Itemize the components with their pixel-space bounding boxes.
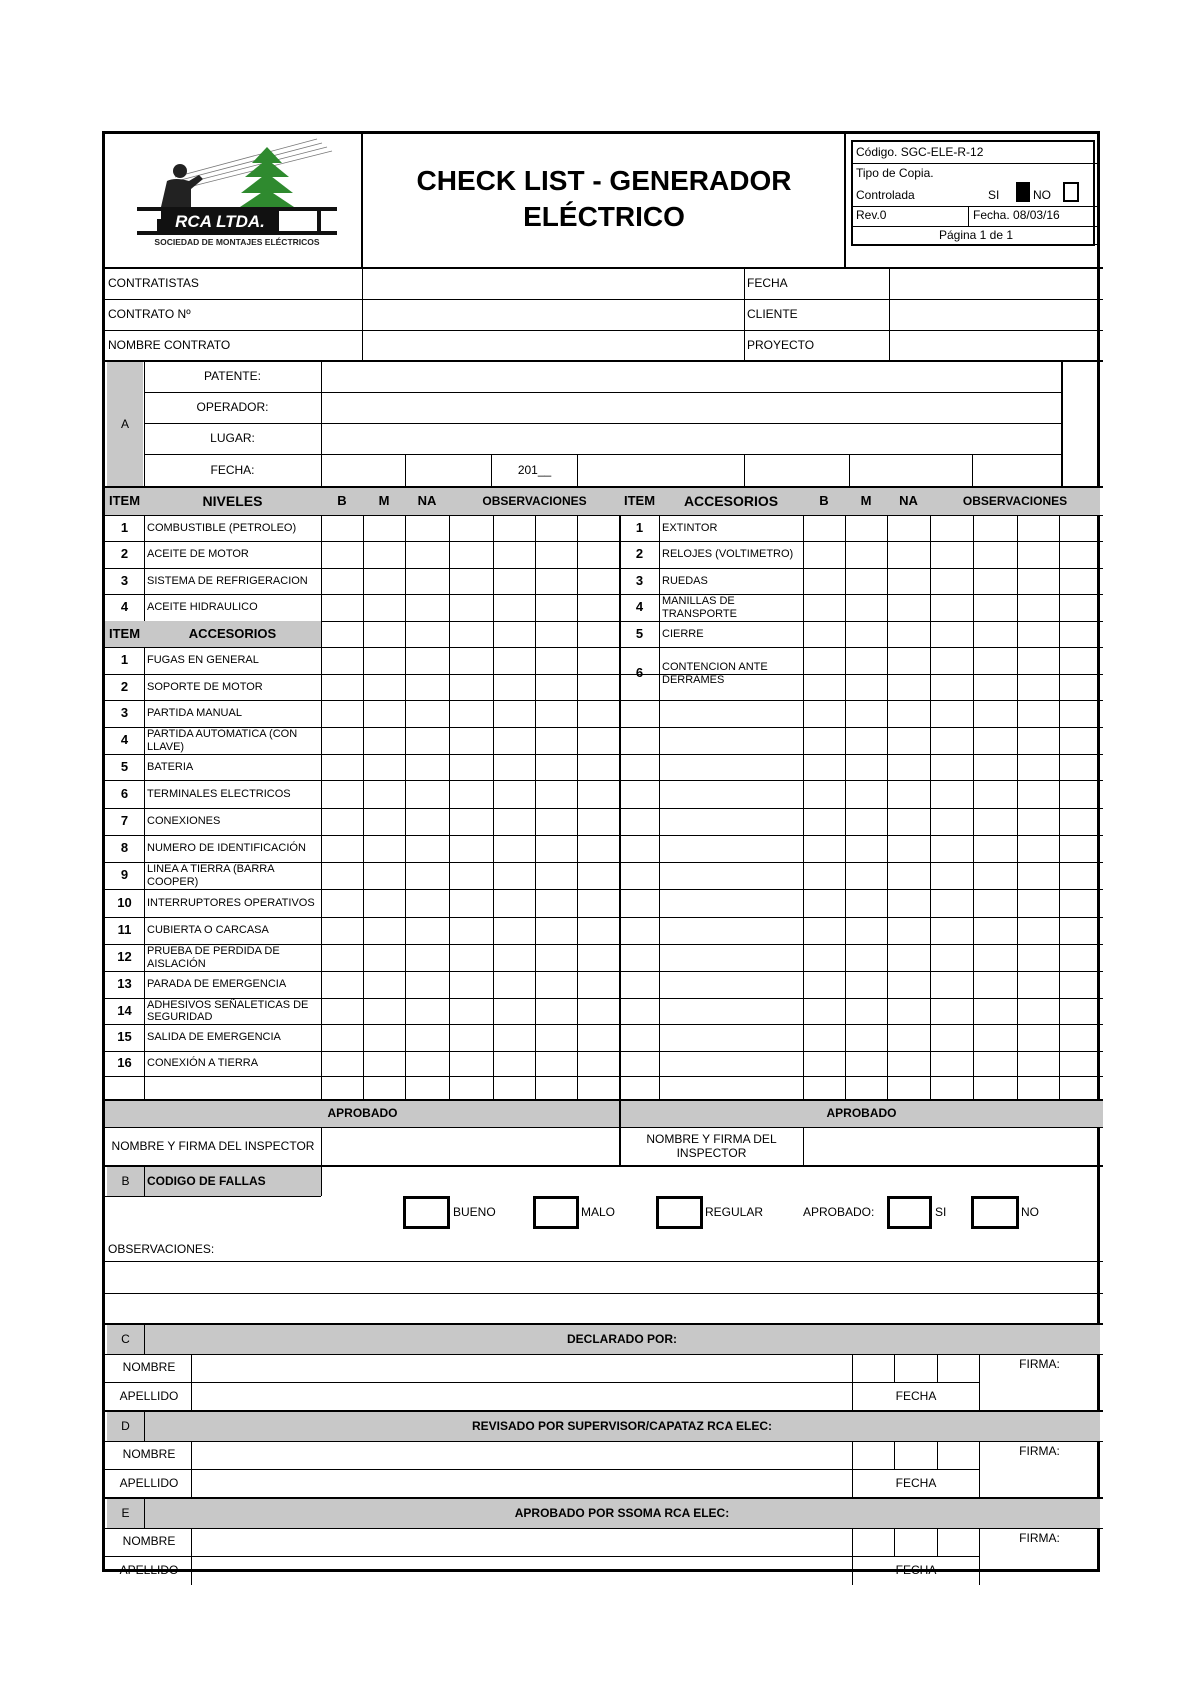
grid-line: [937, 1354, 938, 1382]
item-label: CUBIERTA O CARCASA: [147, 924, 269, 937]
item-label: FUGAS EN GENERAL: [147, 654, 259, 667]
section-a-letter: A: [107, 362, 143, 487]
item-number: 3: [120, 572, 129, 588]
item-label: PARTIDA MANUAL: [147, 707, 242, 720]
grid-line: [852, 244, 1100, 245]
signoff-c-title: DECLARADO POR:: [144, 1325, 1100, 1354]
apellido-label: APELLIDO: [119, 1562, 179, 1577]
fecha-label: FECHA: [747, 276, 788, 291]
item-number: 9: [120, 867, 129, 883]
fecha-signoff-label: FECHA: [895, 1475, 937, 1490]
aprobado-left-header: APROBADO: [105, 1101, 620, 1127]
company-tagline: SOCIEDAD DE MONTAJES ELÉCTRICOS: [154, 237, 320, 247]
cliente-field[interactable]: [890, 300, 1100, 330]
inspector-right-label: NOMBRE Y FIRMA DEL INSPECTOR: [646, 1131, 777, 1160]
item-number: 8: [120, 840, 129, 856]
accesorios-right-header: ACCESORIOS: [659, 488, 803, 515]
item-header: ITEM: [105, 621, 144, 647]
firma-field[interactable]: [980, 1461, 1100, 1498]
observaciones-header: OBSERVACIONES: [449, 488, 620, 515]
operador-label: OPERADOR:: [196, 400, 269, 415]
niveles-header: NIVELES: [144, 488, 321, 515]
form-title-line2: ELÉCTRICO: [523, 200, 685, 232]
regular-checkbox[interactable]: [656, 1196, 703, 1229]
item-number: 16: [117, 1055, 132, 1071]
grid-line: [405, 454, 406, 487]
grid-line: [1017, 487, 1018, 1100]
item-number: 1: [120, 519, 129, 535]
item-label: COMBUSTIBLE (PETROLEO): [147, 521, 297, 534]
grid-line: [144, 1324, 145, 1354]
nombre-field[interactable]: [192, 1528, 851, 1556]
grid-line: [535, 487, 536, 1100]
fecha-signoff-label: FECHA: [895, 1388, 937, 1403]
grid-line: [972, 454, 973, 487]
grid-line: [321, 1166, 322, 1196]
lugar-field[interactable]: [322, 424, 1061, 454]
item-label: RUEDAS: [662, 574, 708, 587]
item-label: ADHESIVOS SEÑALETICAS DE SEGURIDAD: [147, 998, 309, 1023]
item-number: 2: [120, 546, 129, 562]
grid-line: [105, 1076, 1103, 1077]
grid-line: [894, 1528, 895, 1556]
accesorios-left-header: ACCESORIOS: [144, 621, 321, 647]
observaciones-line-2[interactable]: [106, 1294, 1100, 1324]
grid-line: [144, 1498, 145, 1528]
item-label: TERMINALES ELECTRICOS: [147, 787, 291, 800]
nombre-label: NOMBRE: [122, 1360, 176, 1375]
item-number: 5: [120, 758, 129, 774]
apellido-field[interactable]: [192, 1556, 851, 1585]
item-number: 6: [635, 665, 644, 681]
aprobado-no-label: NO: [1021, 1205, 1039, 1220]
item-number: 2: [635, 546, 644, 562]
malo-checkbox[interactable]: [533, 1196, 579, 1229]
form-title-line1: CHECK LIST - GENERADOR: [416, 164, 792, 196]
apellido-label: APELLIDO: [119, 1475, 179, 1490]
patente-label: PATENTE:: [204, 369, 261, 384]
item-number: 6: [120, 785, 129, 801]
item-label: SOPORTE DE MOTOR: [147, 680, 263, 693]
item-number: 4: [120, 732, 129, 748]
section-b-letter: B: [107, 1167, 144, 1196]
item-number: 13: [117, 976, 132, 992]
item-label: ACEITE HIDRAULICO: [147, 601, 258, 614]
item-number: 2: [120, 678, 129, 694]
nombre-label: NOMBRE: [122, 1447, 176, 1462]
grid-line: [577, 487, 578, 1100]
m-header: M: [845, 488, 887, 515]
grid-line: [405, 487, 406, 1100]
item-number: 15: [117, 1029, 132, 1045]
item-number: 12: [117, 949, 132, 965]
item-label: INTERRUPTORES OPERATIVOS: [147, 896, 315, 909]
item-label: CONEXIÓN A TIERRA: [147, 1057, 259, 1070]
bueno-checkbox[interactable]: [403, 1196, 450, 1229]
item-label: EXTINTOR: [662, 521, 718, 534]
contrato-field[interactable]: [363, 300, 743, 330]
cliente-label: CLIENTE: [747, 307, 798, 322]
firma-label: FIRMA:: [1019, 1531, 1060, 1546]
proyecto-field[interactable]: [890, 331, 1100, 361]
item-label: SISTEMA DE REFRIGERACION: [147, 574, 308, 587]
grid-line: [1059, 487, 1060, 1100]
nombre-contrato-label: NOMBRE CONTRATO: [108, 338, 231, 353]
bueno-label: BUENO: [453, 1205, 496, 1220]
item-label: PARTIDA AUTOMATICA (CON LLAVE): [147, 728, 298, 753]
observaciones-line-1[interactable]: [106, 1262, 1100, 1292]
grid-line: [744, 268, 745, 361]
contrato-label: CONTRATO Nº: [108, 307, 191, 322]
item-label: BATERIA: [147, 760, 194, 773]
grid-line: [968, 206, 969, 226]
grid-line: [937, 1528, 938, 1556]
section-d-letter: D: [107, 1412, 144, 1441]
section-e-letter: E: [107, 1499, 144, 1528]
nombre-field[interactable]: [192, 1354, 851, 1382]
inspector-left-field[interactable]: [322, 1128, 619, 1165]
firma-field[interactable]: [980, 1374, 1100, 1411]
item-number: 10: [117, 894, 132, 910]
year-field[interactable]: 201__: [517, 463, 552, 478]
grid-line: [744, 454, 745, 487]
checklist-form: [102, 131, 1100, 1577]
grid-line: [105, 1196, 321, 1197]
na-header: NA: [887, 488, 930, 515]
document-date: Fecha. 08/03/16: [973, 208, 1060, 223]
copy-no-label: NO: [1033, 187, 1051, 202]
item-label: ACEITE DE MOTOR: [147, 548, 249, 561]
item-number: 7: [120, 813, 129, 829]
firma-field[interactable]: [980, 1548, 1100, 1585]
contratistas-label: CONTRATISTAS: [108, 276, 199, 291]
grid-line: [321, 487, 322, 1100]
logo-graphic: [117, 137, 357, 255]
item-number: 4: [635, 599, 644, 615]
lugar-label: LUGAR:: [210, 431, 255, 446]
malo-label: MALO: [581, 1205, 616, 1220]
copy-si-label: SI: [988, 187, 1000, 202]
grid-line: [144, 1166, 145, 1196]
nombre-field[interactable]: [192, 1441, 851, 1469]
item-number: 14: [117, 1002, 132, 1018]
signoff-d-title: REVISADO POR SUPERVISOR/CAPATAZ RCA ELEC:: [144, 1412, 1100, 1441]
grid-line: [973, 487, 974, 1100]
grid-line: [1061, 361, 1063, 487]
nombre-label: NOMBRE: [122, 1534, 176, 1549]
item-label: PRUEBA DE PERDIDA DE AISLACIÓN: [147, 945, 280, 970]
aprobado-si-label: SI: [935, 1205, 947, 1220]
fecha-field[interactable]: [890, 269, 1100, 299]
inspector-right-field[interactable]: [804, 1128, 1100, 1165]
aprobado-no-checkbox[interactable]: [971, 1196, 1019, 1229]
firma-label: FIRMA:: [1019, 1357, 1060, 1372]
company-name: RCA LTDA.: [175, 212, 265, 231]
grid-line: [449, 487, 450, 1100]
nombre-contrato-field[interactable]: [363, 331, 743, 361]
item-label: LINEA A TIERRA (BARRA COOPER): [147, 863, 274, 888]
item-label: CONTENCION ANTE DERRAMES: [662, 661, 768, 686]
proyecto-label: PROYECTO: [747, 338, 815, 353]
item-label: SALIDA DE EMERGENCIA: [147, 1031, 281, 1044]
item-label: MANILLAS DE TRANSPORTE: [662, 595, 737, 620]
item-number: 11: [117, 922, 132, 938]
observaciones-header: OBSERVACIONES: [930, 488, 1100, 515]
copy-type-label: Tipo de Copia.: [856, 165, 934, 180]
m-header: M: [363, 488, 405, 515]
item-label: NUMERO DE IDENTIFICACIÓN: [147, 842, 306, 855]
page-number: Página 1 de 1: [938, 227, 1014, 242]
company-logo: [117, 137, 357, 255]
document-code: Código. SGC-ELE-R-12: [856, 145, 984, 160]
item-number: 5: [635, 625, 644, 641]
grid-line: [849, 454, 850, 487]
grid-line: [803, 487, 804, 1100]
item-label: CIERRE: [662, 627, 704, 640]
b-header: B: [321, 488, 363, 515]
grid-line: [363, 487, 364, 1100]
na-header: NA: [405, 488, 449, 515]
item-label: PARADA DE EMERGENCIA: [147, 978, 287, 991]
regular-label: REGULAR: [705, 1205, 764, 1220]
operador-field[interactable]: [322, 393, 1061, 423]
copy-no-checkbox[interactable]: [1063, 182, 1079, 202]
grid-line: [577, 454, 578, 487]
apellido-field[interactable]: [192, 1469, 851, 1498]
codigo-fallas-title: CODIGO DE FALLAS: [144, 1167, 321, 1196]
apellido-field[interactable]: [192, 1382, 851, 1411]
patente-field[interactable]: [322, 362, 1061, 392]
apellido-label: APELLIDO: [119, 1388, 179, 1403]
fecha-signoff-label: FECHA: [895, 1562, 937, 1577]
grid-line: [894, 1441, 895, 1469]
b-header: B: [803, 488, 845, 515]
item-number: 1: [120, 652, 129, 668]
item-number: 4: [120, 599, 129, 615]
item-header: ITEM: [105, 488, 144, 515]
grid-line: [144, 1411, 145, 1441]
fecha-a-label: FECHA:: [210, 463, 255, 478]
firma-label: FIRMA:: [1019, 1444, 1060, 1459]
section-c-letter: C: [107, 1325, 144, 1354]
aprobado-si-checkbox[interactable]: [887, 1196, 932, 1229]
copy-si-checkbox[interactable]: [1016, 182, 1030, 202]
aprobado-right-header: APROBADO: [620, 1101, 1103, 1127]
grid-line: [887, 487, 888, 1100]
item-number: 3: [635, 572, 644, 588]
grid-line: [493, 487, 494, 1100]
item-label: RELOJES (VOLTIMETRO): [662, 548, 794, 561]
grid-line: [937, 1441, 938, 1469]
aprobado-b-label: APROBADO:: [803, 1205, 875, 1220]
inspector-left-label: NOMBRE Y FIRMA DEL INSPECTOR: [111, 1138, 315, 1153]
item-number: 1: [635, 519, 644, 535]
grid-line: [930, 487, 931, 1100]
item-header: ITEM: [620, 488, 659, 515]
item-label: CONEXIONES: [147, 815, 221, 828]
observaciones-b-label: OBSERVACIONES:: [108, 1242, 215, 1257]
grid-line: [894, 1354, 895, 1382]
revision-label: Rev.0: [856, 208, 887, 223]
item-number: 3: [120, 705, 129, 721]
signoff-e-title: APROBADO POR SSOMA RCA ELEC:: [144, 1499, 1100, 1528]
contratistas-field[interactable]: [363, 269, 743, 299]
grid-line: [845, 487, 846, 1100]
controlled-label: Controlada: [856, 187, 915, 202]
